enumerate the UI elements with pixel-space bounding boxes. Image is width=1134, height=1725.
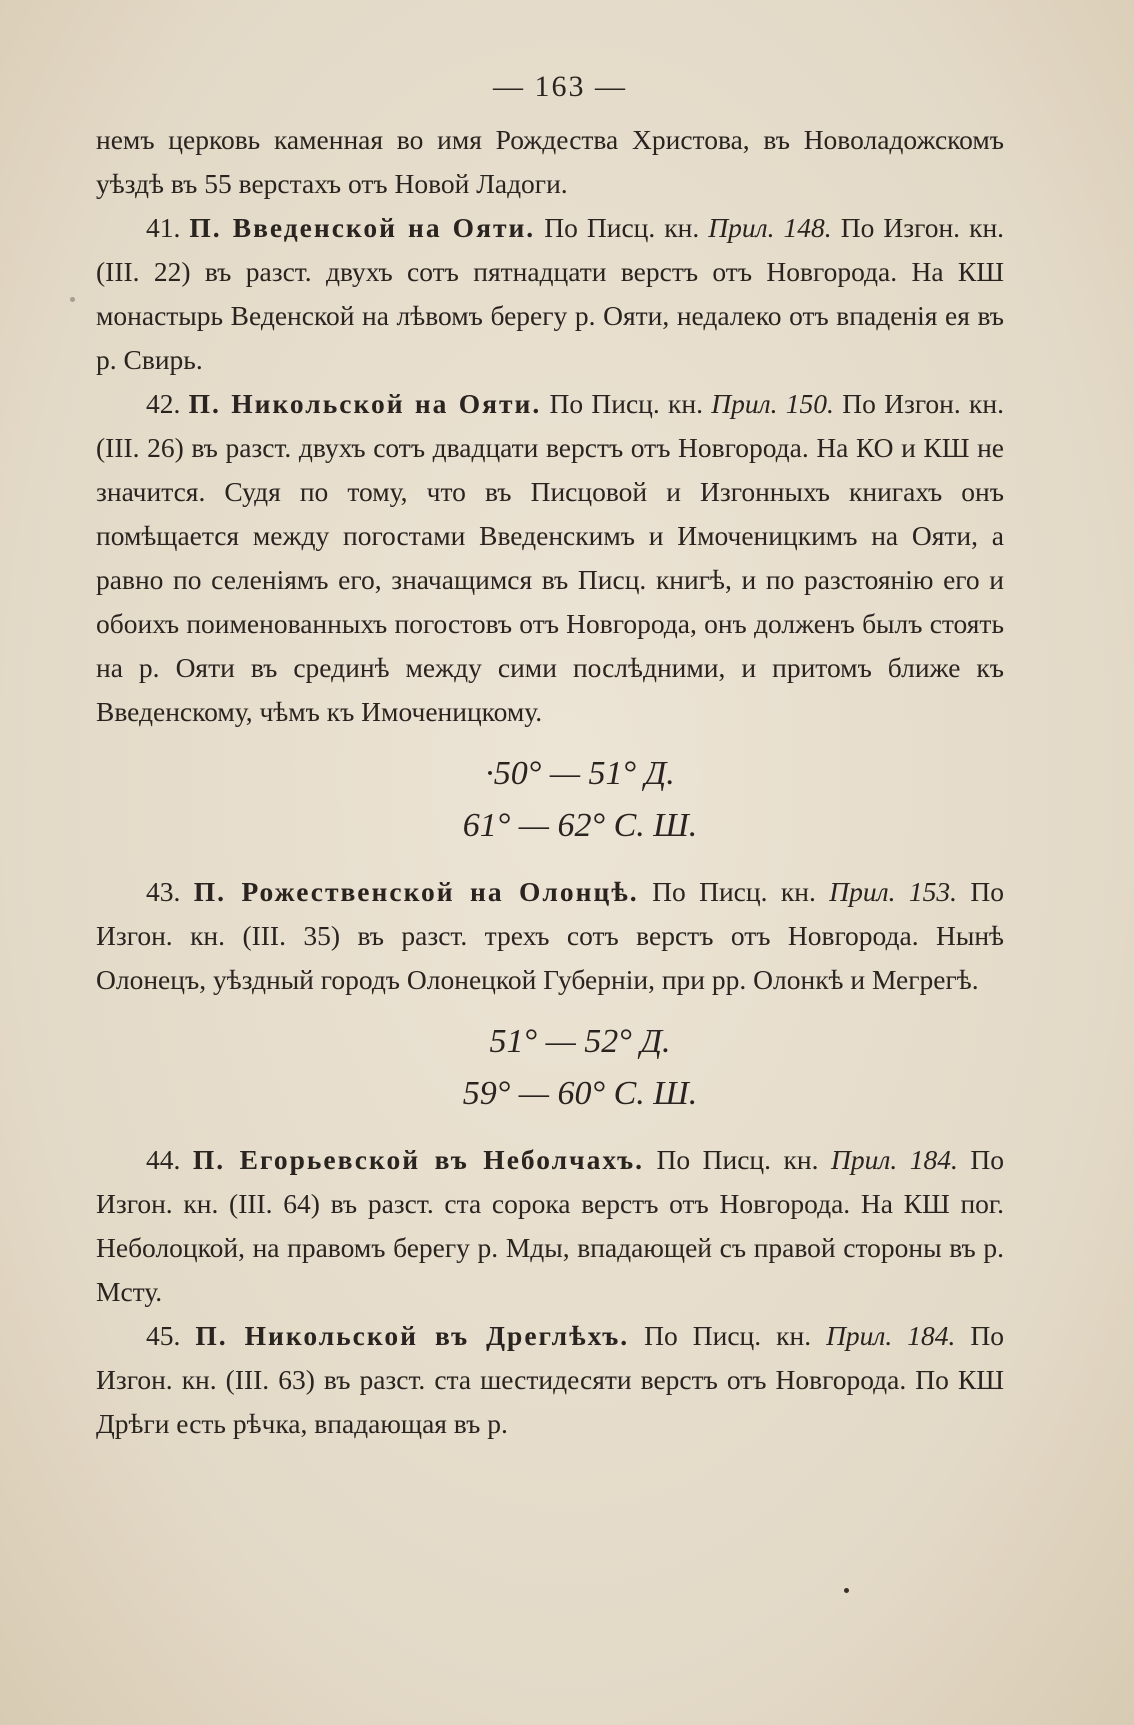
- entry-heading: П. Никольской на Ояти.: [188, 388, 542, 419]
- entry-number: 44.: [146, 1144, 181, 1175]
- paragraph-40-continuation: [96, 118, 1004, 206]
- entry-text: По Изгон. кн. (III. 64) въ разст. ста сорока верстъ отъ Новгорода. На КШ пог. Неболоцкой, на правомъ берегу р. Мды, впадающей съ правой стороны въ р. Мсту.: [96, 1144, 1004, 1307]
- coordinates-block-42: [96, 748, 1004, 852]
- entry-source: По Писц. кн.: [544, 212, 700, 243]
- entry-source: По Писц. кн.: [549, 388, 703, 419]
- entry-source: По Писц. кн.: [656, 1144, 819, 1175]
- entry-heading: П. Рожественской на Олонцѣ.: [193, 876, 639, 907]
- entry-source: По Писц. кн.: [652, 876, 816, 907]
- latitude-range: 59° — 60° С. Ш.: [462, 1075, 698, 1112]
- entry-reference: Прил. 150.: [711, 388, 834, 419]
- page-number: — 163 —: [493, 70, 627, 103]
- entry-heading: П. Никольской въ Дреглѣхъ.: [195, 1320, 630, 1351]
- entry-reference: Прил. 153.: [829, 876, 958, 907]
- entry-heading: П. Егорьевской въ Неболчахъ.: [192, 1144, 644, 1175]
- coordinates-block-43: [96, 1016, 1004, 1120]
- entry-source: По Писц. кн.: [644, 1320, 812, 1351]
- paper-speck: [844, 1588, 849, 1593]
- entry-44: [96, 1138, 1004, 1314]
- entry-43: [96, 870, 1004, 1002]
- entry-text: По Изгон. кн. (III. 26) въ разст. двухъ сотъ двадцати верстъ отъ Новгорода. На КО и КШ не значится. Судя по тому, что въ Писцовой и Изгонныхъ книгахъ онъ помѣщается между погостами Введенскимъ и Имоченицкимъ на Ояти, а равно по селеніямъ его, значащимся въ Писц. книгѣ, и по разстоянію его и обоихъ поименованныхъ погостовъ отъ Новгорода, онъ долженъ былъ стоять на р. Ояти въ срединѣ между сими послѣдними, и притомъ ближе къ Введенскому, чѣмъ къ Имоченицкому.: [96, 388, 1004, 727]
- entry-number: 42.: [146, 388, 181, 419]
- longitude-range: ·50° — 51° Д.: [485, 755, 675, 792]
- longitude-range: 51° — 52° Д.: [489, 1023, 671, 1060]
- paper-speck: [70, 297, 75, 302]
- entry-42: [96, 382, 1004, 734]
- entry-text: По Изгон. кн. (III. 35) въ разст. трехъ сотъ верстъ отъ Новгорода. Нынѣ Олонецъ, уѣздный городъ Олонецкой Губерніи, при рр. Олонкѣ и Мегрегѣ.: [96, 876, 1005, 995]
- latitude-range: 61° — 62° С. Ш.: [462, 807, 698, 844]
- entry-45: [96, 1314, 1004, 1446]
- paragraph-text: немъ церковь каменная во имя Рождества Христова, въ Новоладожскомъ уѣздѣ въ 55 верстахъ отъ Новой Ладоги.: [96, 124, 1004, 199]
- entry-heading: П. Введенской на Ояти.: [189, 212, 536, 243]
- entry-text: По Изгон. кн. (III. 63) въ разст. ста шестидесяти верстъ отъ Новгорода. По КШ Дрѣги есть рѣчка, впадающая въ р.: [96, 1320, 1005, 1439]
- entry-reference: Прил. 184.: [830, 1144, 958, 1175]
- entry-41: [96, 206, 1004, 382]
- entry-reference: Прил. 184.: [826, 1320, 956, 1351]
- entry-number: 43.: [146, 876, 181, 907]
- entry-reference: Прил. 148.: [708, 212, 832, 243]
- entry-number: 45.: [146, 1320, 181, 1351]
- entry-number: 41.: [146, 212, 181, 243]
- entry-text: По Изгон. кн. (III. 22) въ разст. двухъ сотъ пятнадцати верстъ отъ Новгорода. На КШ монастырь Веденской на лѣвомъ берегу р. Ояти, недалеко отъ впаденія ея въ р. Свирь.: [96, 212, 1005, 375]
